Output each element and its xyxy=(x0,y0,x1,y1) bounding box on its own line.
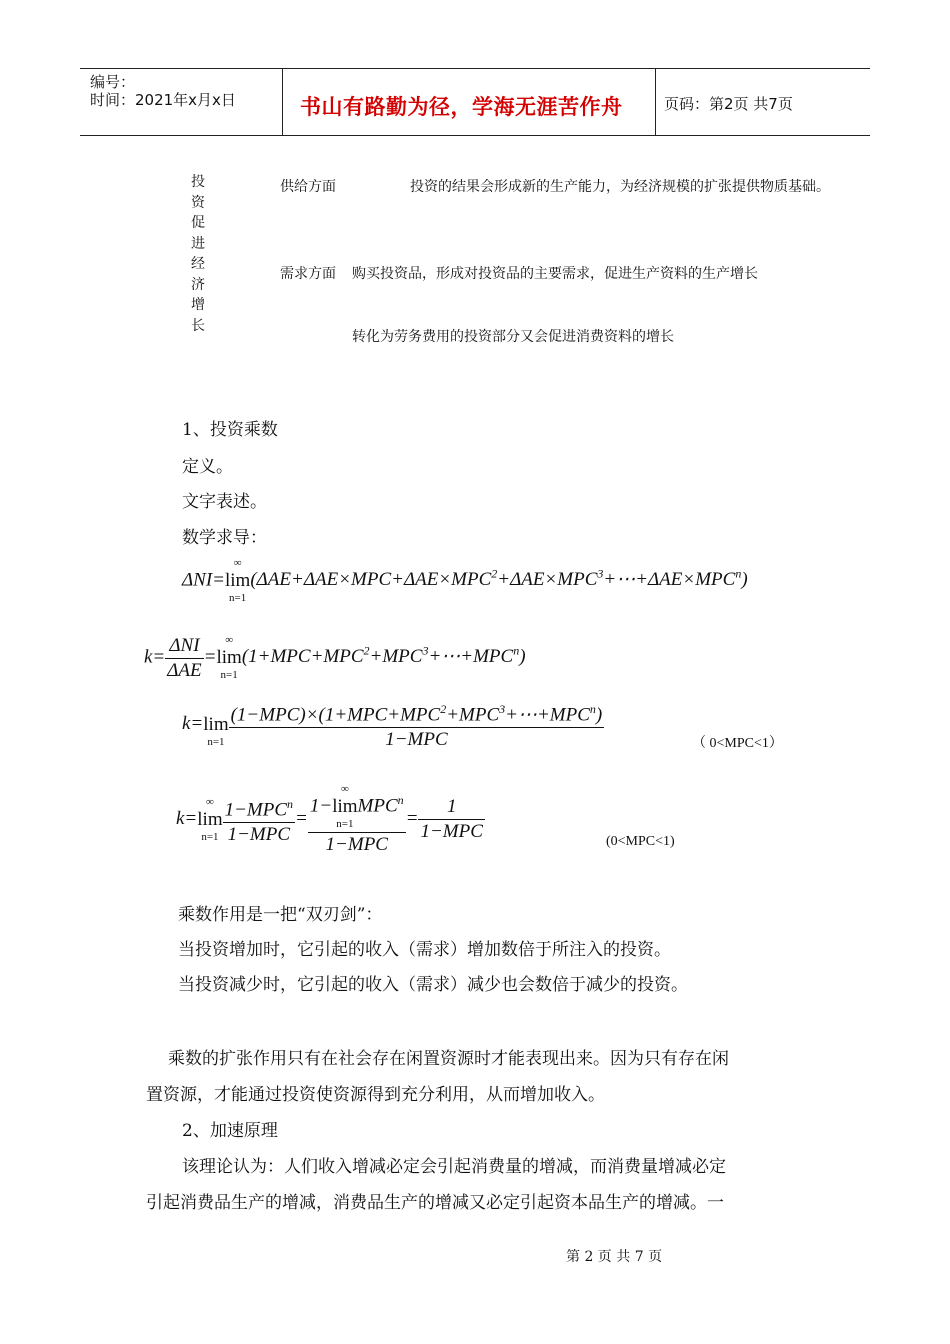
formula2-k: k= xyxy=(144,646,166,668)
paragraph1-line-2: 置资源，才能通过投资使资源得到充分利用，从而增加收入。 xyxy=(146,1085,605,1105)
header-time-label: 时间：2021年x月x日 xyxy=(90,91,236,109)
limit-operator: ∞ lim n=1 xyxy=(197,795,223,843)
header-page-info: 页码：第2页 共7页 xyxy=(664,95,793,113)
section2-heading: 2、加速原理 xyxy=(182,1121,278,1141)
formula4-fraction-2: 1− ∞ lim n=1 MPC$^n$ 1−MPC xyxy=(309,783,404,855)
double-edged-line-2: 当投资减少时，它引起的收入（需求）减少也会数倍于减少的投资。 xyxy=(178,975,688,995)
formula2-fraction: $\frac{\text{ΔNI}}{\text{ΔAE}}$ xyxy=(167,634,202,681)
formula3-fraction: $\frac{(1-MPC)\times(1+MPC+MPC^2+MPC^3+\cdots+MPC^n)}{\text{1−MPC}}$ xyxy=(229,697,605,752)
formula-k-ratio: k= $\frac{\text{ΔNI}}{\text{ΔAE}}$ = ∞ lim n=1 $(1+MPC+MPC^2+MPC^3+\cdots+MPC^n)$ xyxy=(144,634,526,681)
demand-label: 需求方面 xyxy=(280,266,336,282)
formula1-lhs: ΔNI= xyxy=(182,569,225,591)
header-divider-right xyxy=(655,68,656,136)
condition-1: （ 0<MPC<1） xyxy=(692,736,783,751)
section1-definition: 定义。 xyxy=(182,457,233,477)
formula4-fraction-3: $\frac{1}{\text{1−MPC}}$ xyxy=(420,796,483,842)
formula4-fraction-1: $\frac{1-MPC^n}{\text{1−MPC}}$ xyxy=(223,792,295,847)
formula2-series: $(1+MPC+MPC^2+MPC^3+\cdots+MPC^n)$ xyxy=(241,644,526,668)
paragraph1-line-1: 乘数的扩张作用只有在社会存在闲置资源时才能表现出来。因为只有存在闲 xyxy=(168,1049,729,1069)
demand-text-2: 转化为劳务费用的投资部分又会促进消费资料的增长 xyxy=(352,329,674,345)
limit-operator: ∞ lim n=1 xyxy=(216,634,242,681)
section1-heading: 1、投资乘数 xyxy=(182,420,278,440)
limit-operator: ∞ lim n=1 xyxy=(224,557,251,604)
formula-k-final: k= ∞ lim n=1 $\frac{1-MPC^n}{\text{1−MPC}}$ = 1− ∞ lim n=1 MPC$^n$ 1−MPC = $\frac{1}{\text{1−MPC}}$ xyxy=(176,783,483,855)
limit-operator: lim n=1 xyxy=(203,713,229,748)
formula-delta-ni xyxy=(182,556,748,606)
section2-line-1: 该理论认为：人们收入增减必定会引起消费量的增减，而消费量增减必定 xyxy=(182,1157,726,1177)
formula3-numerator: $(1-MPC)\times(1+MPC+MPC^2+MPC^3+\cdots+MPC^n)$ xyxy=(229,697,605,728)
formula-k-product: k= lim n=1 $\frac{(1-MPC)\times(1+MPC+MPC^2+MPC^3+\cdots+MPC^n)}{\text{1−MPC}}$ xyxy=(182,697,604,752)
header-top-rule xyxy=(80,68,870,69)
header-number-label: 编号： xyxy=(90,73,136,91)
double-edged-title: 乘数作用是一把“双刃剑”： xyxy=(178,905,383,925)
double-edged-line-1: 当投资增加时，它引起的收入（需求）增加数倍于所注入的投资。 xyxy=(178,940,671,960)
section1-text-statement: 文字表述。 xyxy=(182,492,267,512)
header-divider-left xyxy=(282,68,283,136)
footer-page-number: 第 2 页 共 7 页 xyxy=(566,1249,663,1265)
supply-label: 供给方面 xyxy=(280,179,336,195)
header-motto: 书山有路勤为径，学海无涯苦作舟 xyxy=(300,95,623,119)
demand-text: 购买投资品，形成对投资品的主要需求，促进生产资料的生产增长 xyxy=(352,266,758,282)
section2-line-2: 引起消费品生产的增减，消费品生产的增减又必定引起资本品生产的增减。一 xyxy=(146,1193,724,1213)
section1-math-derivation: 数学求导： xyxy=(182,528,267,548)
header-bottom-rule xyxy=(80,135,870,136)
condition-2: (0<MPC<1) xyxy=(606,834,675,849)
supply-text: 投资的结果会形成新的生产能力，为经济规模的扩张提供物质基础。 xyxy=(410,179,830,195)
formula1-body: $(\Delta AE+\Delta AE\times MPC+\Delta AE\times MPC^2+\Delta AE\times MPC^3+\cdots+\Delta AE\times MPC^n)$ xyxy=(250,567,748,591)
diagram-vertical-title: 投资促进经济增长 xyxy=(191,174,205,334)
